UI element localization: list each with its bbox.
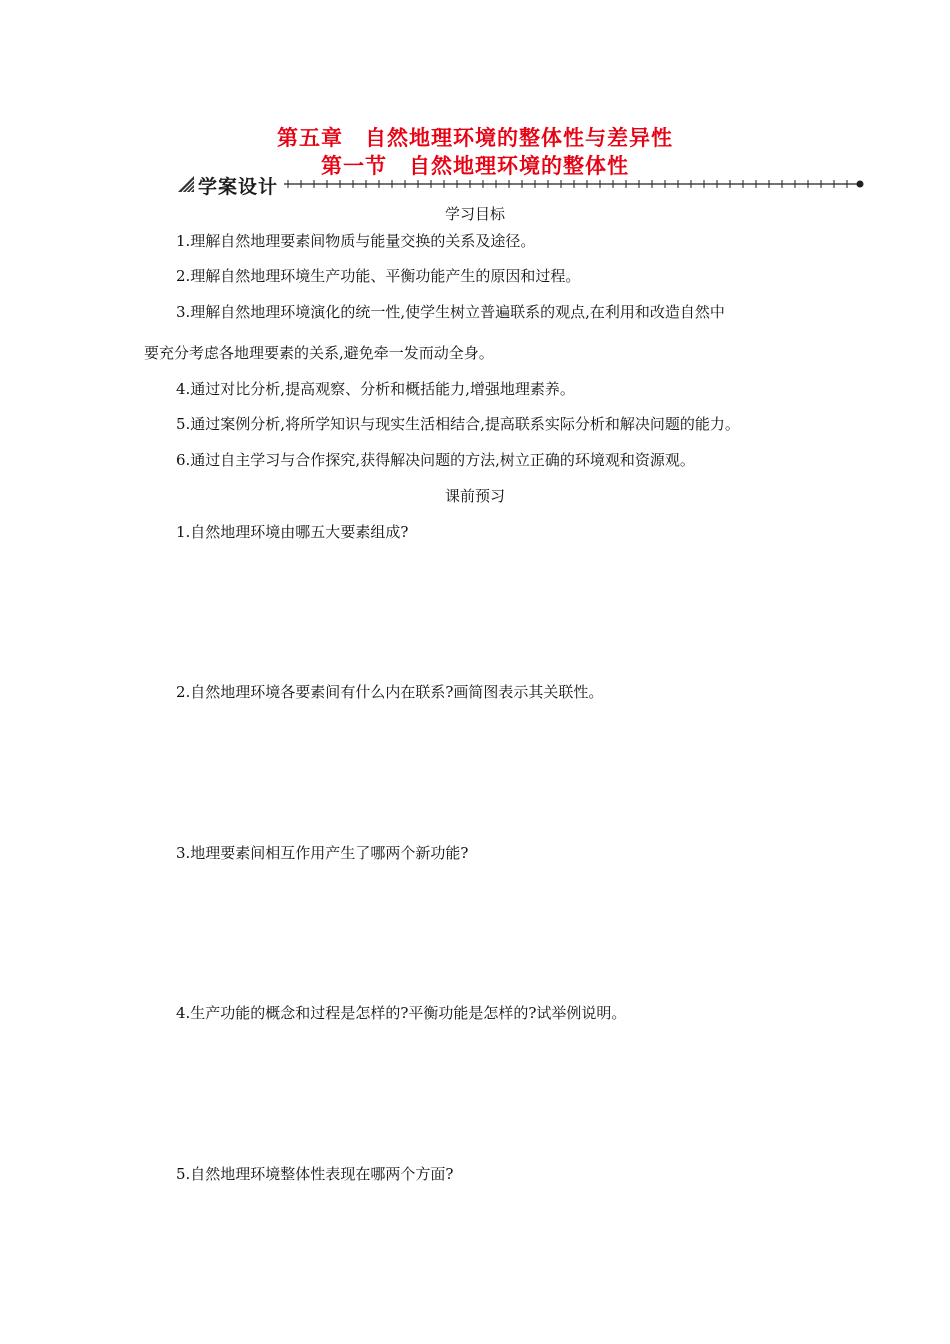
triangle-stripes-icon [176, 174, 196, 194]
objective-item: 1.理解自然地理要素间物质与能量交换的关系及途径。 [176, 232, 536, 250]
objective-item: 4.通过对比分析,提高观察、分析和概括能力,增强地理素养。 [176, 380, 575, 398]
objective-item-continuation: 要充分考虑各地理要素的关系,避免牵一发而动全身。 [144, 344, 494, 362]
dotted-rule [284, 176, 866, 192]
preview-question: 1.自然地理环境由哪五大要素组成? [176, 523, 409, 541]
section-banner [176, 172, 866, 196]
preview-heading: 课前预习 [444, 487, 505, 505]
banner-label: 学案设计 [198, 176, 279, 198]
objective-item: 6.通过自主学习与合作探究,获得解决问题的方法,树立正确的环境观和资源观。 [176, 451, 695, 469]
section-title: 第一节 自然地理环境的整体性 [321, 154, 629, 178]
objectives-heading: 学习目标 [444, 205, 505, 223]
chapter-title: 第五章 自然地理环境的整体性与差异性 [277, 126, 673, 150]
preview-question: 4.生产功能的概念和过程是怎样的?平衡功能是怎样的?试举例说明。 [176, 1004, 627, 1022]
objective-item: 5.通过案例分析,将所学知识与现实生活相结合,提高联系实际分析和解决问题的能力。 [176, 415, 740, 433]
objective-item: 2.理解自然地理环境生产功能、平衡功能产生的原因和过程。 [176, 267, 581, 285]
preview-question: 2.自然地理环境各要素间有什么内在联系?画简图表示其关联性。 [176, 683, 604, 701]
preview-question: 5.自然地理环境整体性表现在哪两个方面? [176, 1165, 454, 1183]
preview-question: 3.地理要素间相互作用产生了哪两个新功能? [176, 844, 469, 862]
objective-item: 3.理解自然地理环境演化的统一性,使学生树立普遍联系的观点,在利用和改造自然中 [176, 303, 725, 321]
